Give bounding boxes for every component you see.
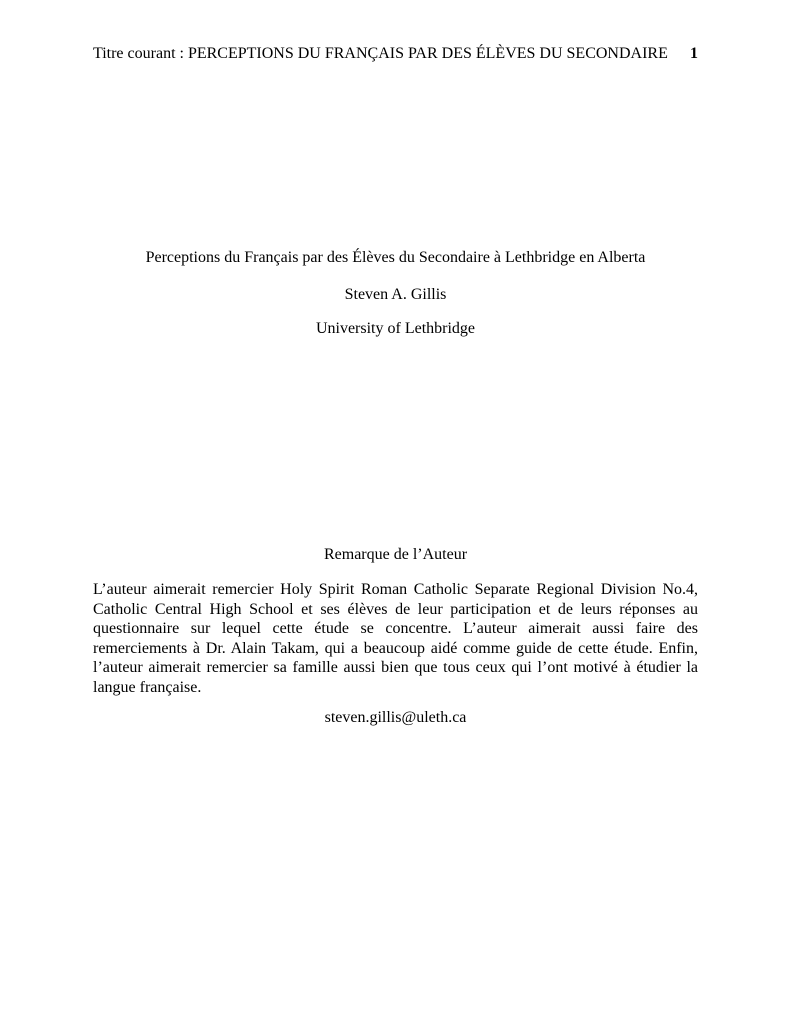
paper-title: Perceptions du Français par des Élèves du Secondaire à Lethbridge en Alberta bbox=[145, 249, 646, 266]
running-head-title: Titre courant : PERCEPTIONS DU FRANÇAIS PAR DES ÉLÈVES DU SECONDAIRE bbox=[93, 45, 668, 62]
author-note-line: l’auteur aimerait remercier sa famille aussi bien que tous ceux qui l’ont motivé à étudier la bbox=[93, 659, 698, 676]
page-number: 1 bbox=[690, 45, 698, 62]
author-name: Steven A. Gillis bbox=[344, 286, 447, 303]
author-note-heading: Remarque de l’Auteur bbox=[323, 546, 468, 563]
author-note-line: questionnaire sur lequel cette étude se concentre. L’auteur aimerait aussi faire des bbox=[93, 620, 698, 637]
institution: University of Lethbridge bbox=[315, 320, 476, 337]
author-note-body bbox=[93, 580, 698, 697]
author-note-line: Catholic Central High School et ses élèves de leur participation et de leurs réponses au bbox=[93, 600, 698, 618]
author-note-line: L’auteur aimerait remercier Holy Spirit Roman Catholic Separate Regional Division No.4, bbox=[93, 581, 698, 598]
author-note-line: langue française. bbox=[93, 678, 202, 696]
author-email[interactable]: steven.gillis@uleth.ca bbox=[324, 709, 467, 726]
author-note-line: remerciements à Dr. Alain Takam, qui a beaucoup aidé comme guide de cette étude. Enfin, bbox=[93, 639, 698, 657]
